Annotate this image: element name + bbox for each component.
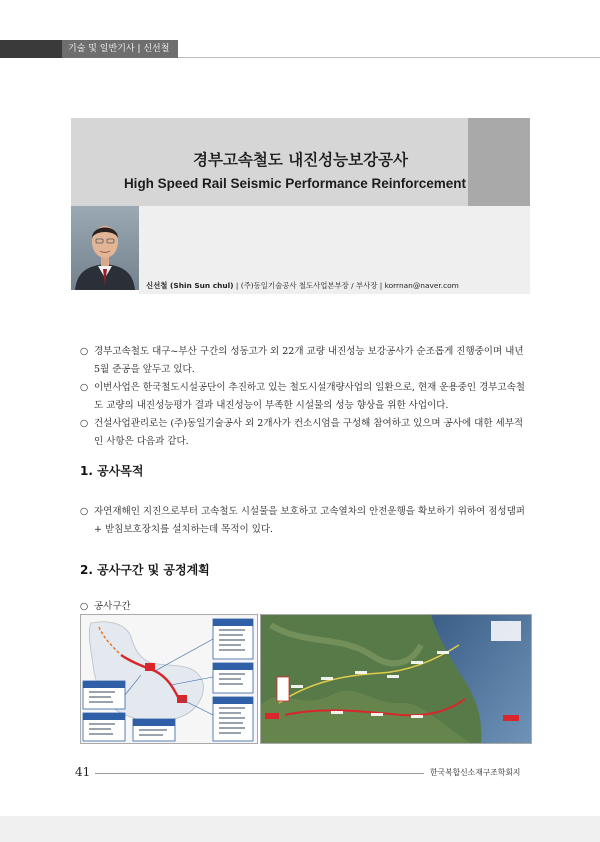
intro-bullet-2 xyxy=(80,379,530,415)
intro-bullet-3 xyxy=(80,415,530,451)
aerial-map-icon xyxy=(261,615,531,743)
author-portrait-icon xyxy=(71,206,139,290)
section-tab-rule xyxy=(178,57,600,58)
article-title-box xyxy=(71,118,530,206)
section-2-subtitle: 공사구간 xyxy=(94,601,131,612)
author-name: 신선철 (Shin Sun chul) xyxy=(146,281,234,290)
bullet-circle-icon: ○ xyxy=(80,601,89,612)
intro-text-3: 건설사업관리로는 (주)동일기술공사 외 2개사가 컨소시엄을 구성해 참여하고 있으며 공사에 대한 세부적인 사항은 다음과 같다. xyxy=(94,418,524,447)
section-1-heading: 1. 공사목적 xyxy=(80,464,144,478)
bullet-circle-icon: ○ xyxy=(80,382,89,393)
section-1-text: 자연재해인 지진으로부터 고속철도 시설물을 보호하고 고속열차의 안전운행을 확보하기 위하여 점성댐퍼 + 받침보호장치를 설치하는데 목적이 있다. xyxy=(94,506,525,535)
intro-bullet-1 xyxy=(80,343,530,379)
route-map-aerial xyxy=(260,614,532,744)
article-title-english: High Speed Rail Seismic Performance Reinforcement xyxy=(123,176,467,191)
section-tab-bar xyxy=(0,40,600,58)
bullet-circle-icon: ○ xyxy=(80,418,89,429)
section-1-body xyxy=(80,503,530,539)
korea-route-map-icon xyxy=(81,615,257,743)
author-info xyxy=(146,280,459,291)
bottom-margin-bar xyxy=(0,816,600,842)
bullet-circle-icon: ○ xyxy=(80,506,89,517)
article-title-korean: 경부고속철도 내진성능보강공사 xyxy=(192,151,409,169)
intro-bullets xyxy=(80,343,530,451)
author-details: | (주)동일기술공사 철도사업본부장 / 부사장 | korrnan@naver.com xyxy=(233,281,459,290)
route-map-left xyxy=(80,614,258,744)
journal-name: 한국복합신소재구조학회지 xyxy=(430,768,521,777)
intro-text-1: 경부고속철도 대구~부산 구간의 성동고가 외 22개 교량 내진성능 보강공사가 순조롭게 진행중이며 내년 5월 준공을 앞두고 있다. xyxy=(94,346,524,375)
bullet-circle-icon: ○ xyxy=(80,346,89,357)
footer-rule xyxy=(95,773,424,774)
section-1-bullet xyxy=(80,503,530,539)
section-label: 기술 및 일반기사 | 신선철 xyxy=(62,40,178,58)
intro-text-2: 이번사업은 한국철도시설공단이 추진하고 있는 철도시설개량사업의 일환으로, 현재 운용중인 경부고속철도 교량의 내진성능평가 결과 내진성능이 부족한 시설물의 성능 향상을 위한 사업이다. xyxy=(94,382,525,411)
author-photo xyxy=(71,206,139,290)
section-tab-dark-block xyxy=(0,40,62,58)
section-2-heading: 2. 공사구간 및 공정계획 xyxy=(80,563,210,577)
page-number: 41 xyxy=(75,765,91,779)
